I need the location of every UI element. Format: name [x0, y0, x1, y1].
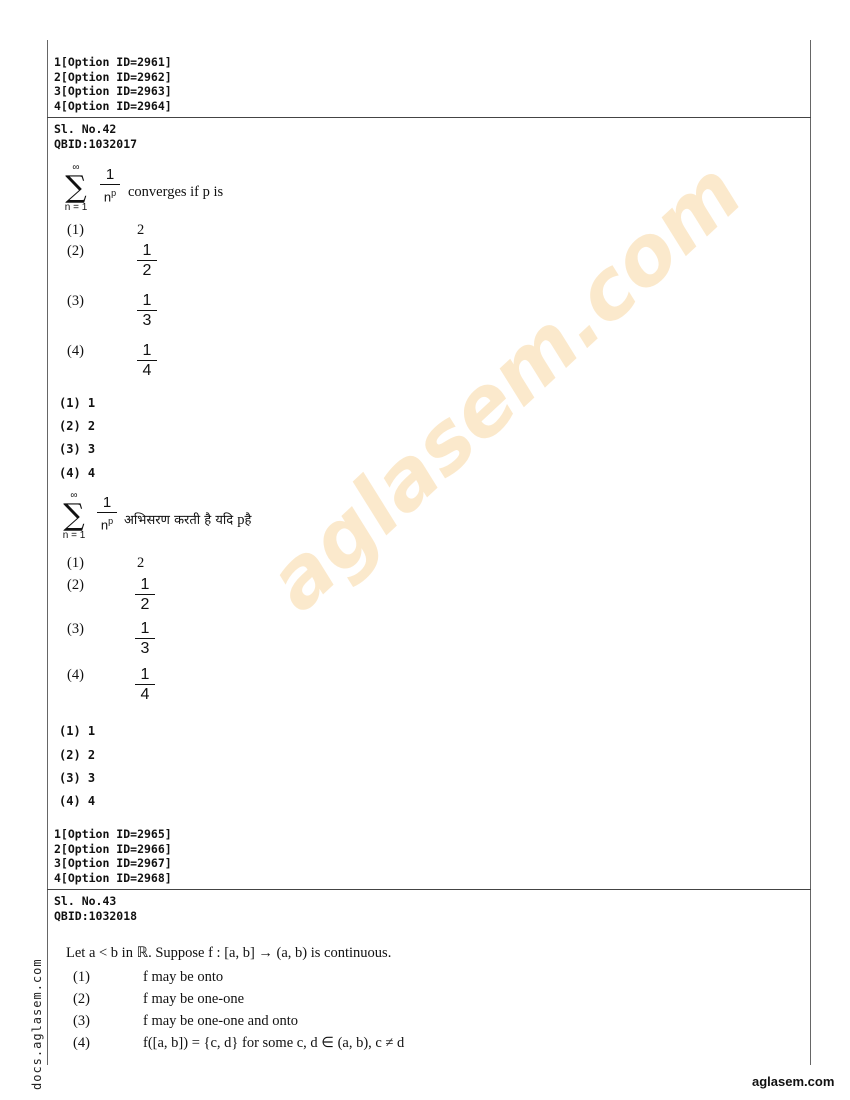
- question-text-hi: [124, 510, 251, 529]
- sigma-glyph: ∑: [65, 170, 87, 205]
- qbid: QBID:1032017: [54, 136, 138, 151]
- sum-lower-limit: n = 1: [64, 202, 88, 213]
- option-label: (3): [73, 1013, 90, 1029]
- term-exponent: p: [111, 188, 117, 198]
- sigma-glyph: ∑: [63, 498, 85, 533]
- option-fraction: [136, 341, 158, 380]
- option-text: f may be onto: [143, 969, 224, 985]
- option-label: (3): [67, 621, 84, 637]
- answer-choice[interactable]: (2) 2: [59, 419, 96, 433]
- option-label: (2): [67, 577, 84, 593]
- option-fraction: [136, 291, 158, 330]
- hindi-phrase: अभिसरण करती है यदि: [124, 513, 234, 528]
- frame-right-border: [810, 40, 811, 1065]
- qbid: QBID:1032018: [54, 908, 138, 923]
- serial-number: Sl. No.42: [54, 122, 117, 136]
- option-value: 2: [137, 555, 145, 571]
- answer-choice[interactable]: (1) 1: [59, 724, 96, 738]
- option-label: (3): [67, 293, 84, 309]
- question-text-en: converges if p is: [128, 184, 224, 200]
- series-term-fraction-hi: [96, 494, 118, 533]
- fraction-denominator: 2: [142, 262, 152, 279]
- q42-header: [54, 122, 137, 151]
- option-text: f may be one-one: [143, 991, 245, 1007]
- fraction-numerator: 1: [140, 620, 150, 637]
- term-numerator: 1: [102, 494, 112, 511]
- option-label: (1): [67, 222, 84, 238]
- answer-choice[interactable]: (4) 4: [59, 794, 96, 808]
- divider: [47, 117, 811, 118]
- fraction-denominator: 4: [142, 362, 152, 379]
- divider: [47, 889, 811, 890]
- fraction-denominator: 4: [140, 686, 150, 703]
- option-id-line: 4[Option ID=2968]: [54, 870, 172, 885]
- serial-number: Sl. No.43: [54, 894, 117, 908]
- footer-brand: aglasem.com: [752, 1074, 835, 1089]
- fraction-numerator: 1: [140, 666, 150, 683]
- q42-option-ids: [54, 827, 172, 885]
- answer-choice[interactable]: (4) 4: [59, 466, 96, 480]
- summation-symbol-hi: [58, 491, 90, 541]
- option-text: f may be one-one and onto: [143, 1013, 299, 1029]
- watermark: aglasem.com: [250, 144, 761, 630]
- term-numerator: 1: [105, 166, 115, 183]
- option-id-line: 1[Option ID=2961]: [54, 55, 172, 69]
- fraction-numerator: 1: [142, 292, 152, 309]
- fraction-denominator: 3: [142, 312, 152, 329]
- answer-choice[interactable]: (3) 3: [59, 771, 96, 785]
- variable-p: p: [237, 512, 245, 528]
- answer-choice[interactable]: (1) 1: [59, 396, 96, 410]
- fraction-numerator: 1: [140, 576, 150, 593]
- question-stem: Let a < b in ℝ. Suppose f : [a, b] → (a, b) is continuous.: [66, 945, 392, 961]
- option-id-line: 2[Option ID=2962]: [54, 69, 172, 84]
- option-fraction: [136, 241, 158, 280]
- series-term-fraction: [99, 166, 121, 205]
- option-label: (4): [73, 1035, 90, 1051]
- option-label: (2): [73, 991, 90, 1007]
- term-exponent: p: [108, 516, 114, 526]
- option-value: 2: [137, 222, 145, 238]
- option-id-line: 1[Option ID=2965]: [54, 827, 172, 841]
- option-label: (1): [67, 555, 84, 571]
- sum-upper-limit: ∞: [72, 162, 80, 173]
- q43-header: [54, 894, 137, 923]
- hindi-verb: है: [244, 513, 252, 528]
- option-text: f([a, b]) = {c, d} for some c, d ∈ (a, b), c ≠ d: [143, 1035, 405, 1051]
- term-base: n: [103, 189, 112, 205]
- option-label: (2): [67, 243, 84, 259]
- frame-left-border: [47, 40, 48, 1065]
- option-fraction: [134, 619, 156, 658]
- option-label: (1): [73, 969, 90, 985]
- option-id-line: 2[Option ID=2966]: [54, 841, 172, 856]
- fraction-denominator: 2: [140, 596, 150, 613]
- sidebar-url: docs.aglasem.com: [30, 958, 44, 1090]
- fraction-numerator: 1: [142, 242, 152, 259]
- option-fraction: [134, 665, 156, 704]
- option-label: (4): [67, 667, 84, 683]
- answer-choice[interactable]: (2) 2: [59, 748, 96, 762]
- summation-symbol: [60, 163, 92, 213]
- sum-lower-limit: n = 1: [62, 530, 86, 541]
- option-id-line: 4[Option ID=2964]: [54, 98, 172, 113]
- fraction-numerator: 1: [142, 342, 152, 359]
- term-base: n: [100, 517, 109, 533]
- top-option-ids: [54, 55, 172, 113]
- answer-choice[interactable]: (3) 3: [59, 442, 96, 456]
- option-id-line: 3[Option ID=2963]: [54, 84, 172, 98]
- fraction-denominator: 3: [140, 640, 150, 657]
- option-id-line: 3[Option ID=2967]: [54, 856, 172, 870]
- sum-upper-limit: ∞: [70, 490, 78, 501]
- option-label: (4): [67, 343, 84, 359]
- option-fraction: [134, 575, 156, 614]
